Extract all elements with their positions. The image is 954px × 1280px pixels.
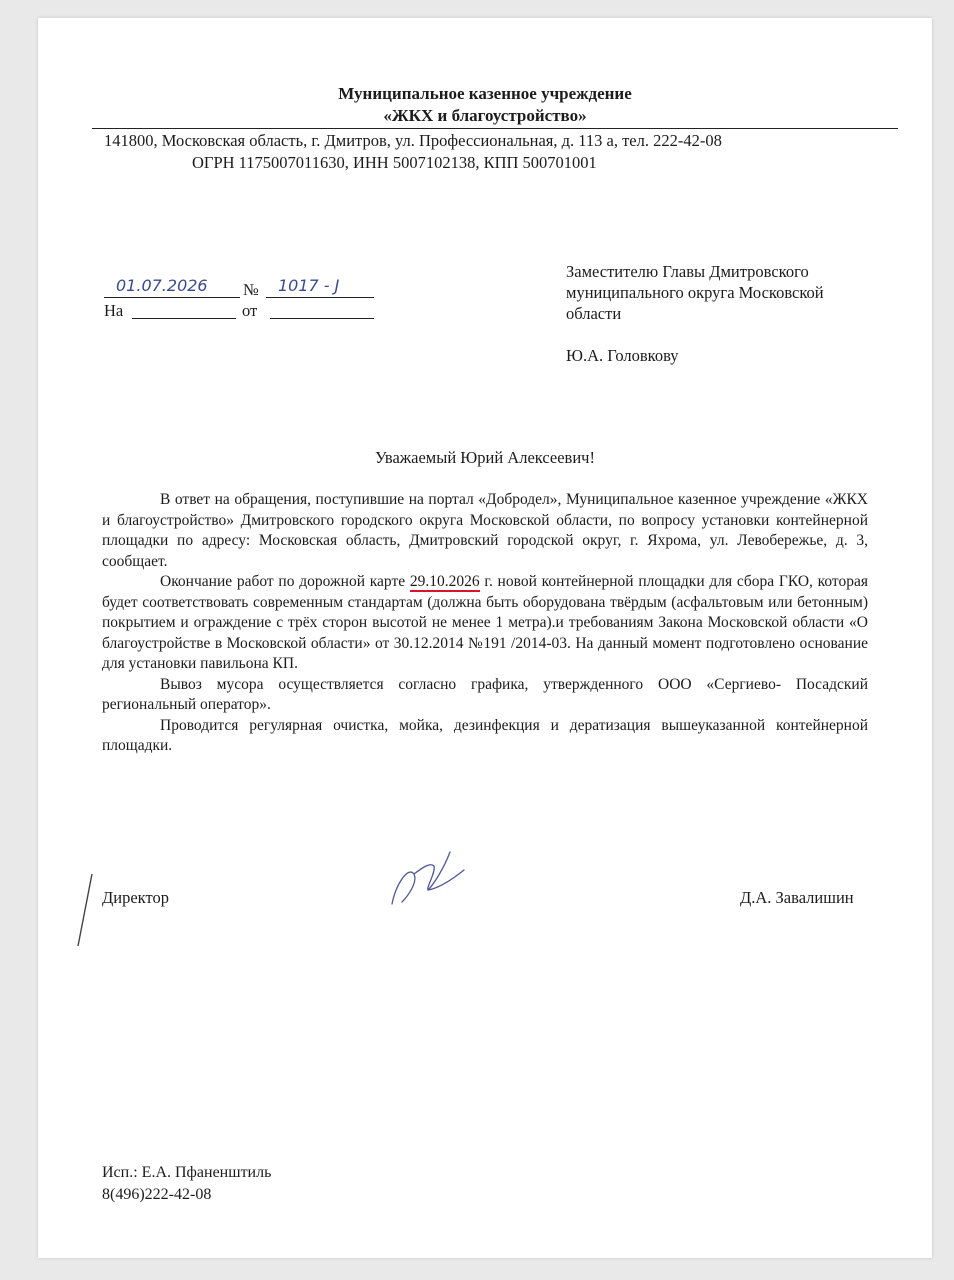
paragraph-3: Вывоз мусора осуществляется согласно графика, утвержденного ООО «Сергиево- Посадский региональный оператор». [102,675,868,713]
paragraph-2 [102,572,868,675]
date-line [104,297,240,298]
executor-phone: 8(496)222-42-08 [102,1186,212,1203]
signatory-name: Д.А. Завалишин [740,888,854,907]
handwritten-number: 1017 - Ј [278,276,340,295]
signatory-position: Директор [102,888,169,907]
letter-page [38,18,932,1258]
number-line [266,297,374,298]
paragraph-1: В ответ на обращения, поступившие на портал «Добродел», Муниципальное казенное учреждение «ЖКХ и благоустройство» Дмитровского городского округа Московской области, по вопросу установки контейнерной площадки по адресу: Московская область, Дмитровский городской округ, г. Яхрома, ул. Левобережье, д. 3, сообщает. [102,491,868,570]
header-divider [92,128,898,129]
recipient-line1: Заместителю Главы Дмитровского [566,262,809,281]
org-name-line1: Муниципальное казенное учреждение [338,84,632,103]
na-label: На [104,301,124,320]
handwritten-signature [378,844,468,914]
org-address: 141800, Московская область, г. Дмитров, ул. Профессиональная, д. 113 а, тел. 222-42-08 [104,131,722,150]
letter-body [102,490,868,757]
paragraph-4: Проводится регулярная очистка, мойка, дезинфекция и дератизация вышеуказанной контейнерной площадки. [102,716,868,754]
p2-after: г. новой контейнерной площадки для сбора ГКО, которая будет соответствовать современным стандартам (должна быть оборудована твёрдым (асфальтовым или бетонным) покрытием и ограждение с трёх сторон высотой не менее 1 метра).и требованиям Закона Московской области «О благоустройстве в Московской области» от 30.12.2014 №191 /2014-03. На данный момент подготовлено основание для установки павильона КП. [102,573,869,672]
p2-before: Окончание работ по дорожной карте [160,573,406,590]
executor-name: Исп.: Е.А. Пфаненштиль [102,1164,272,1181]
recipient-line3: области [566,304,622,323]
org-registry: ОГРН 1175007011630, ИНН 5007102138, КПП 500701001 [192,153,597,172]
greeting: Уважаемый Юрий Алексеевич! [375,448,595,467]
number-sign: № [243,280,259,299]
org-name-line2: «ЖКХ и благоустройство» [383,106,587,125]
ot-line [270,318,374,319]
recipient-line2: муниципального округа Московской [566,283,824,302]
margin-mark [74,870,98,950]
recipient-block [566,261,824,324]
recipient-name: Ю.А. Головкову [566,346,679,365]
ot-label: от [242,301,258,320]
deadline-date: 29.10.2026 [409,573,480,590]
na-line [132,318,236,319]
handwritten-date: 01.07.2026 [116,276,208,295]
